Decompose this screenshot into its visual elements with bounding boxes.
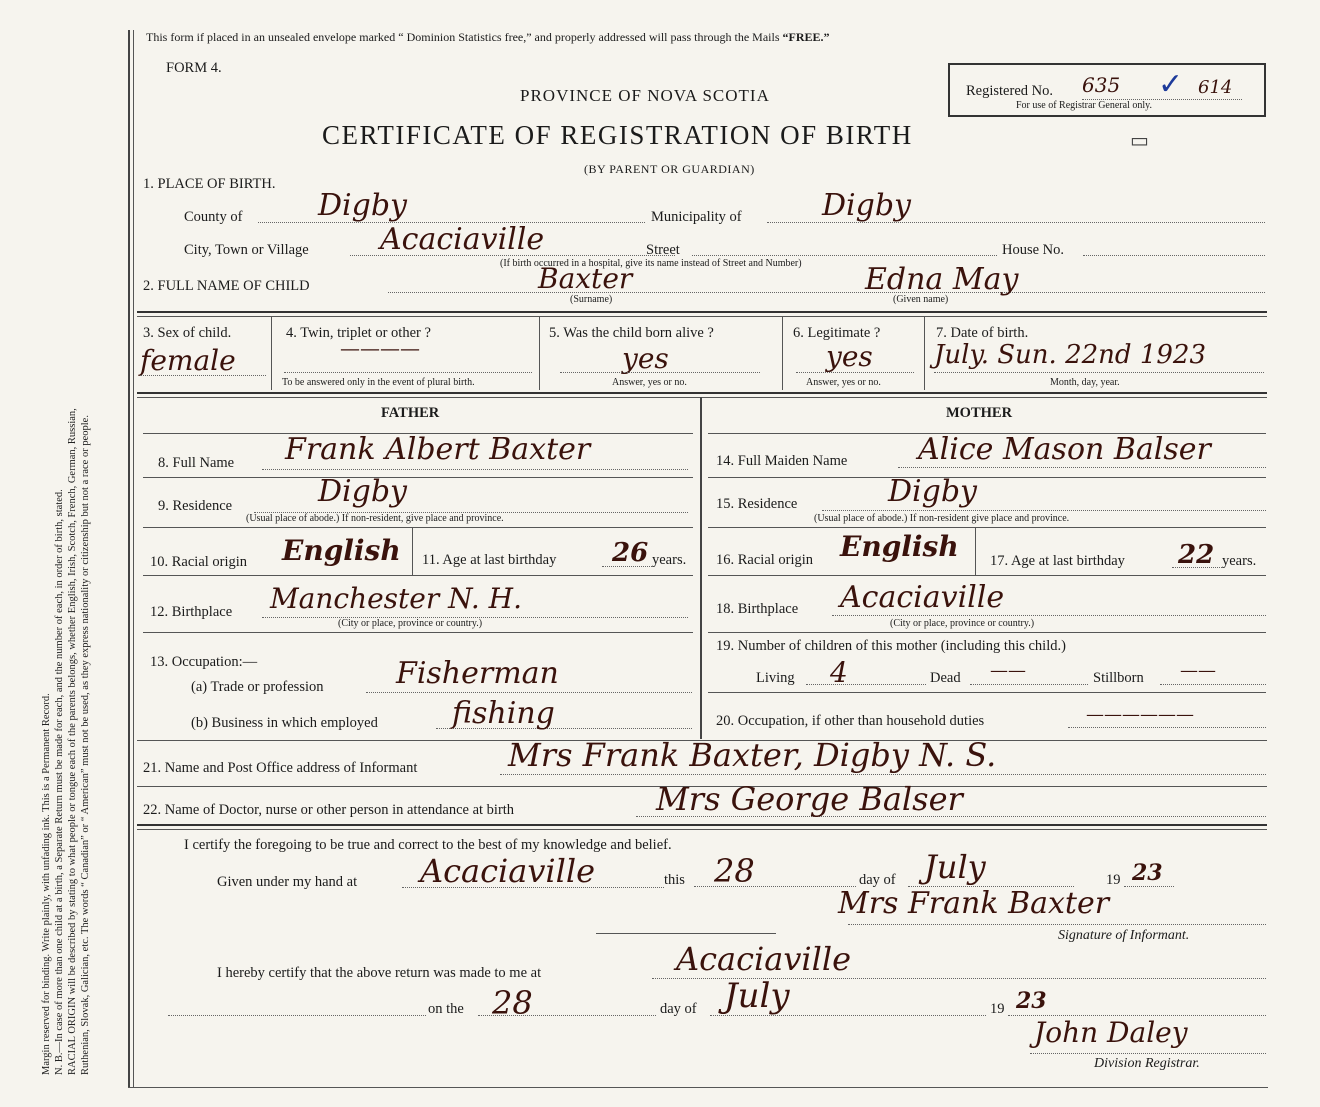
certify-statement: I certify the foregoing to be true and correct to the best of my knowledge and belief.: [184, 837, 672, 853]
certify-year: 23: [1132, 860, 1163, 886]
county-label: County of: [184, 209, 243, 225]
margin-rule-inner: [133, 30, 134, 1088]
given-at-place: Acaciaville: [420, 852, 596, 890]
mother-occupation-label: 20. Occupation, if other than household duties: [716, 713, 985, 729]
county-value: Digby: [318, 188, 408, 223]
father-name-label: 8. Full Name: [158, 455, 235, 471]
father-age-value: 26: [612, 538, 649, 568]
business-value: fishing: [452, 696, 555, 731]
children-count-label: 19. Number of children of this mother (including this child.): [716, 638, 1066, 654]
registrar-day: 28: [492, 984, 533, 1022]
born-alive-label: 5. Was the child born alive ?: [549, 325, 714, 341]
registered-label: Registered No.: [966, 83, 1053, 99]
certify-month: July: [924, 848, 986, 886]
registrar-signature: John Daley: [1034, 1016, 1188, 1049]
mother-age-label: 17. Age at last birthday: [990, 553, 1125, 569]
registered-box: [948, 63, 1266, 117]
legitimate-value: yes: [826, 340, 873, 373]
twin-note: To be answered only in the event of plural birth.: [282, 377, 475, 388]
registrar-year-prefix: 19: [990, 1001, 1005, 1017]
father-residence-label: 9. Residence: [158, 498, 233, 514]
registered-number: 635: [1082, 73, 1121, 97]
sex-label: 3. Sex of child.: [143, 325, 232, 341]
certify-day: 28: [714, 852, 755, 890]
margin-note-1: Margin reserved for binding. Write plainly, with unfading ink. This is a Permanent Record.: [41, 693, 52, 1075]
business-label: (b) Business in which employed: [191, 715, 378, 731]
registrar-day-of-label: day of: [660, 1001, 697, 1017]
margin-notes: [40, 15, 92, 1075]
city-value: Acaciaville: [380, 222, 545, 257]
hospital-note: (If birth occurred in a hospital, give its name instead of Street and Number): [500, 258, 802, 269]
trade-value: Fisherman: [396, 656, 559, 691]
municipality-value: Digby: [822, 188, 912, 223]
house-no-label: House No.: [1002, 242, 1065, 258]
certify-day-of-label: day of: [859, 872, 896, 888]
father-birthplace-label: 12. Birthplace: [150, 604, 233, 620]
legitimate-label: 6. Legitimate ?: [793, 325, 881, 341]
given-name-note: (Given name): [893, 294, 949, 305]
margin-rule: [128, 30, 130, 1088]
trade-label: (a) Trade or profession: [191, 679, 324, 695]
mother-racial-value: English: [840, 530, 959, 563]
mail-notice: This form if placed in an unsealed envelope marked “ Dominion Statistics free,” and properly addressed will pass through the Mails “FREE.”: [146, 30, 830, 44]
registrar-month: July: [724, 976, 790, 1016]
child-name-label: 2. FULL NAME OF CHILD: [143, 278, 310, 294]
living-label: Living: [756, 670, 795, 686]
father-birthplace-note: (City or place, province or country.): [338, 618, 483, 629]
born-alive-note: Answer, yes or no.: [612, 377, 687, 388]
form-number: FORM 4.: [166, 60, 222, 76]
mother-header: MOTHER: [946, 405, 1013, 421]
municipality-label: Municipality of: [651, 209, 742, 225]
informant-label: 21. Name and Post Office address of Informant: [143, 760, 418, 776]
mother-occupation-value: ——————: [1086, 704, 1194, 725]
margin-note-2: N. B.—In case of more than one child at a birth, a Separate Return must be made for each, and the number of each, in order of birth, stated.: [54, 489, 65, 1075]
margin-note-4: Ruthenian, Slovak, Galician, etc. The words “ Canadian” or “ American” must not be used, as they express nationality or citizenship but not a race or people.: [80, 415, 91, 1075]
given-at-label: Given under my hand at: [217, 874, 358, 890]
registrar-on-the-label: on the: [428, 1001, 464, 1017]
living-value: 4: [830, 656, 848, 689]
place-of-birth-label: 1. PLACE OF BIRTH.: [143, 176, 276, 192]
mother-birthplace-value: Acaciaville: [840, 580, 1005, 615]
mother-birthplace-note: (City or place, province or country.): [890, 618, 1035, 629]
attendant-value: Mrs George Balser: [656, 780, 963, 818]
father-age-label: 11. Age at last birthday: [422, 552, 557, 568]
informant-signature-label: Signature of Informant.: [1058, 928, 1190, 943]
surname-note: (Surname): [570, 294, 613, 305]
stillborn-label: Stillborn: [1093, 670, 1144, 686]
dob-value: July. Sun. 22nd 1923: [934, 340, 1206, 370]
sex-value: female: [140, 344, 236, 377]
page-title: CERTIFICATE OF REGISTRATION OF BIRTH: [322, 120, 913, 150]
child-given-name: Edna May: [865, 262, 1019, 297]
check-mark-icon: ✓: [1158, 67, 1184, 102]
informant-value: Mrs Frank Baxter, Digby N. S.: [508, 736, 997, 774]
father-racial-value: English: [282, 534, 401, 567]
street-label: Street: [646, 242, 680, 258]
registrar-signature-label: Division Registrar.: [1094, 1056, 1200, 1071]
father-name-value: Frank Albert Baxter: [285, 432, 591, 467]
registrar-year: 23: [1016, 988, 1047, 1014]
father-residence-value: Digby: [318, 474, 408, 509]
informant-signature: Mrs Frank Baxter: [838, 886, 1110, 921]
mother-residence-label: 15. Residence: [716, 496, 798, 512]
mail-notice-free: “FREE.”: [782, 30, 830, 44]
dob-note: Month, day, year.: [1050, 377, 1120, 388]
mother-birthplace-label: 18. Birthplace: [716, 601, 799, 617]
registrar-use-note: For use of Registrar General only.: [1016, 100, 1152, 111]
registrar-statement: I hereby certify that the above return was made to me at: [217, 965, 542, 981]
stillborn-value: ——: [1180, 660, 1216, 681]
father-age-unit: years.: [652, 552, 687, 568]
dob-label: 7. Date of birth.: [936, 325, 1029, 341]
seal-line: [596, 933, 776, 934]
mother-age-unit: years.: [1222, 553, 1257, 569]
father-racial-label: 10. Racial origin: [150, 554, 248, 570]
mother-name-value: Alice Mason Balser: [918, 432, 1211, 467]
certify-year-prefix: 19: [1106, 872, 1121, 888]
twin-label: 4. Twin, triplet or other ?: [286, 325, 431, 341]
father-birthplace-value: Manchester N. H.: [270, 582, 522, 615]
legitimate-note: Answer, yes or no.: [806, 377, 881, 388]
this-label: this: [664, 872, 685, 888]
father-occupation-label: 13. Occupation:—: [150, 654, 258, 670]
child-surname: Baxter: [538, 262, 633, 295]
father-residence-note: (Usual place of abode.) If non-resident, give place and province.: [246, 513, 504, 524]
mother-residence-note: (Usual place of abode.) If non-resident give place and province.: [814, 513, 1070, 524]
mother-age-value: 22: [1178, 540, 1215, 570]
dead-label: Dead: [930, 670, 961, 686]
mother-residence-value: Digby: [888, 474, 978, 509]
father-header: FATHER: [381, 405, 440, 421]
registrar-place: Acaciaville: [676, 940, 852, 978]
page-subtitle: (BY PARENT OR GUARDIAN): [584, 162, 755, 176]
attendant-label: 22. Name of Doctor, nurse or other person in attendance at birth: [143, 802, 515, 818]
twin-value: ————: [340, 336, 420, 360]
born-alive-value: yes: [622, 342, 669, 375]
dead-value: ——: [990, 660, 1026, 681]
city-label: City, Town or Village: [184, 242, 309, 258]
margin-note-3: RACIAL ORIGIN will be described by stating to what people or tongue each of the parents belongs, whether English, Irish, Scotch, French, German, Russian,: [67, 408, 78, 1075]
registered-number-alt: 614: [1198, 77, 1233, 98]
stamp-icon: ▭: [1130, 130, 1149, 152]
mother-racial-label: 16. Racial origin: [716, 552, 814, 568]
province-heading: PROVINCE OF NOVA SCOTIA: [520, 86, 770, 105]
mother-name-label: 14. Full Maiden Name: [716, 453, 848, 469]
